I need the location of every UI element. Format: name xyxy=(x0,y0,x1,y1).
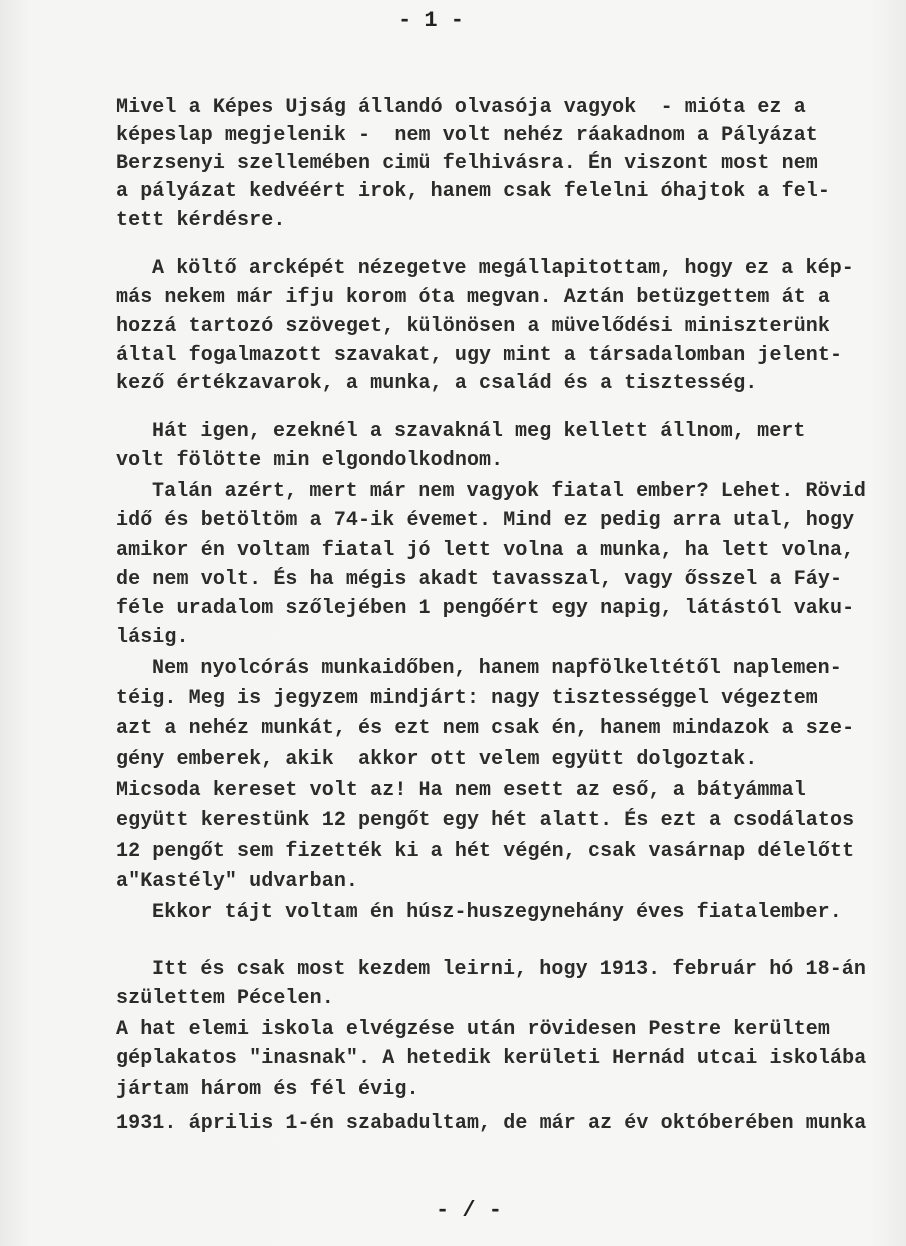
text-line: A hat elemi iskola elvégzése után rövidesen Pestre kerültem xyxy=(116,1018,831,1041)
text-line: kező értékzavarok, a munka, a család és a tisztesség. xyxy=(116,372,758,395)
text-line: Ekkor tájt voltam én húsz-huszegynehány éves fiatalember. xyxy=(152,901,842,924)
page-number: - 1 - xyxy=(398,8,465,33)
text-line: a"Kastély" udvarban. xyxy=(116,870,359,893)
text-line: a pályázat kedvéért irok, hanem csak felelni óhajtok a fel- xyxy=(116,180,831,203)
text-line: 12 pengőt sem fizették ki a hét végén, csak vasárnap délelőtt xyxy=(116,840,855,863)
text-line: tett kérdésre. xyxy=(116,209,286,232)
text-line: géplakatos "inasnak". A hetedik kerületi Hernád utcai iskolába xyxy=(116,1047,867,1070)
text-line: idő és betöltöm a 74-ik évemet. Mind ez pedig arra utal, hogy xyxy=(116,509,855,532)
text-line: A költő arcképét nézegetve megállapitottam, hogy ez a kép- xyxy=(152,257,854,280)
text-line: képeslap megjelenik - nem volt nehéz ráakadnom a Pályázat xyxy=(116,124,818,147)
text-line: lásig. xyxy=(116,626,189,649)
text-line: Talán azért, mert már nem vagyok fiatal ember? Lehet. Rövid xyxy=(152,480,867,503)
text-line: Hát igen, ezeknél a szavaknál meg kellett állnom, mert xyxy=(152,420,806,443)
text-line: féle uradalom szőlejében 1 pengőért egy napig, látástól vaku- xyxy=(116,597,855,620)
text-line: azt a nehéz munkát, és ezt nem csak én, hanem mindazok a sze- xyxy=(116,717,855,740)
text-line: jártam három és fél évig. xyxy=(116,1078,419,1101)
text-line: Itt és csak most kezdem leirni, hogy 1913. február hó 18-án xyxy=(152,958,867,981)
footer-mark: - / - xyxy=(436,1198,503,1223)
text-line: együtt kerestünk 12 pengőt egy hét alatt. És ezt a csodálatos xyxy=(116,809,855,832)
text-line: 1931. április 1-én szabadultam, de már az év októberében munka xyxy=(116,1112,867,1135)
text-line: Mivel a Képes Ujság állandó olvasója vagyok - mióta ez a xyxy=(116,96,806,119)
text-line: gény emberek, akik akkor ott velem együtt dolgoztak. xyxy=(116,748,758,771)
text-line: által fogalmazott szavakat, ugy mint a társadalomban jelent- xyxy=(116,344,843,367)
text-line: Berzsenyi szellemében cimü felhivásra. Én viszont most nem xyxy=(116,152,818,175)
text-line: volt fölötte min elgondolkodnom. xyxy=(116,449,504,472)
text-line: amikor én voltam fiatal jó lett volna a munka, ha lett volna, xyxy=(116,539,855,562)
text-line: születtem Pécelen. xyxy=(116,987,334,1010)
text-line: Micsoda kereset volt az! Ha nem esett az eső, a bátyámmal xyxy=(116,779,806,802)
text-line: más nekem már ifju korom óta megvan. Aztán betüzgettem át a xyxy=(116,286,831,309)
text-line: téig. Meg is jegyzem mindjárt: nagy tisztességgel végeztem xyxy=(116,687,818,710)
text-line: de nem volt. És ha mégis akadt tavasszal, vagy ősszel a Fáy- xyxy=(116,568,843,591)
text-line: hozzá tartozó szöveget, különösen a müvelődési miniszterünk xyxy=(116,315,831,338)
text-line: Nem nyolcórás munkaidőben, hanem napfölkeltétől naplemen- xyxy=(152,657,842,680)
